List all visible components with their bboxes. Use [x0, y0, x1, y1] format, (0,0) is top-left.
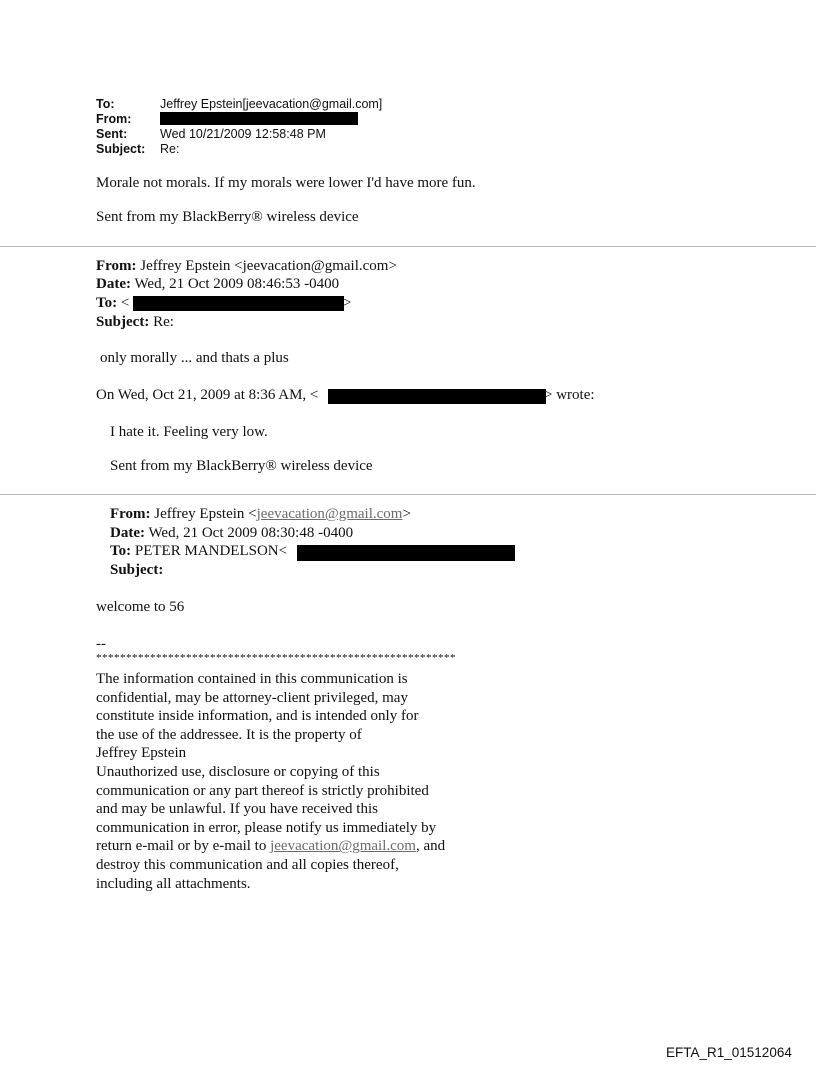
message-3-body: welcome to 56 — [96, 599, 185, 615]
to-close: > — [343, 295, 352, 311]
sent-value: Wed 10/21/2009 12:58:48 PM — [160, 127, 326, 141]
disclaimer-line: confidential, may be attorney-client privileged, may — [96, 689, 408, 706]
message-1-signature: Sent from my BlackBerry® wireless device — [96, 209, 359, 225]
date-value: Wed, 21 Oct 2009 08:46:53 -0400 — [134, 276, 340, 292]
subject-value: Re: — [153, 314, 174, 330]
disclaimer-line: Unauthorized use, disclosure or copying of this — [96, 763, 380, 780]
to-value: PETER MANDELSON< — [134, 543, 288, 559]
from-email-link[interactable]: jeevacation@gmail.com — [256, 506, 403, 522]
redaction-block — [133, 296, 344, 311]
disclaimer-line: and may be unlawful. If you have received this — [96, 801, 378, 818]
disclaimer — [96, 670, 445, 893]
divider — [0, 246, 816, 247]
subject-value: Re: — [160, 142, 180, 156]
to-label: To: — [96, 97, 115, 111]
message-2-to — [96, 294, 129, 312]
from-label: From: — [96, 112, 132, 126]
disclaimer-line: Jeffrey Epstein — [96, 745, 187, 762]
disclaimer-email-post: , and — [415, 838, 446, 855]
from-close: > — [402, 506, 411, 522]
from-name: Jeffrey Epstein < — [154, 506, 257, 522]
disclaimer-email-link[interactable]: jeevacation@gmail.com — [270, 838, 416, 855]
message-1-body: Morale not morals. If my morals were lower I'd have more fun. — [96, 175, 476, 191]
disclaimer-line: destroy this communication and all copies thereof, — [96, 856, 399, 873]
message-2-body: only morally ... and thats a plus — [100, 350, 289, 366]
to-value: Jeffrey Epstein[jeevacation@gmail.com] — [160, 97, 383, 111]
disclaimer-line: communication or any part thereof is strictly prohibited — [96, 782, 429, 799]
to-label: To: — [110, 543, 132, 559]
disclaimer-line: the use of the addressee. It is the property of — [96, 726, 362, 743]
quote-intro-post: > wrote: — [544, 387, 595, 403]
disclaimer-line — [96, 837, 445, 856]
disclaimer-line: communication in error, please notify us immediately by — [96, 819, 437, 836]
message-3-to — [110, 542, 287, 560]
redaction-block — [328, 389, 546, 404]
from-value: Jeffrey Epstein <jeevacation@gmail.com> — [140, 258, 397, 274]
signature-stars: ************************************************************ — [96, 652, 456, 664]
redaction-block — [160, 112, 358, 125]
quote-intro-pre: On Wed, Oct 21, 2009 at 8:36 AM, < — [96, 387, 319, 403]
message-2-subject — [96, 313, 174, 331]
disclaimer-email-pre: return e-mail or by e-mail to — [96, 838, 271, 855]
message-3-subject — [110, 561, 163, 579]
message-2-date — [96, 275, 339, 293]
quote-signature: Sent from my BlackBerry® wireless device — [110, 458, 373, 474]
message-3-from — [110, 505, 411, 523]
disclaimer-line: The information contained in this communication is — [96, 671, 408, 687]
disclaimer-line: including all attachments. — [96, 875, 251, 892]
date-value: Wed, 21 Oct 2009 08:30:48 -0400 — [148, 525, 354, 541]
message-2-from — [96, 257, 397, 275]
signature-dashes: -- — [96, 636, 106, 652]
to-open: < — [120, 295, 130, 311]
date-label: Date: — [110, 525, 145, 541]
subject-label: Subject: — [96, 142, 146, 156]
from-label: From: — [96, 258, 137, 274]
quote-body: I hate it. Feeling very low. — [110, 424, 268, 440]
document-id: EFTA_R1_01512064 — [666, 1045, 792, 1060]
to-label: To: — [96, 295, 118, 311]
date-label: Date: — [96, 276, 131, 292]
sent-label: Sent: — [96, 127, 128, 141]
subject-label: Subject: — [96, 314, 150, 330]
from-label: From: — [110, 506, 151, 522]
redaction-block — [297, 545, 515, 561]
divider — [0, 494, 816, 495]
subject-label: Subject: — [110, 562, 164, 578]
message-3-date — [110, 524, 353, 542]
disclaimer-line: constitute inside information, and is intended only for — [96, 708, 419, 725]
